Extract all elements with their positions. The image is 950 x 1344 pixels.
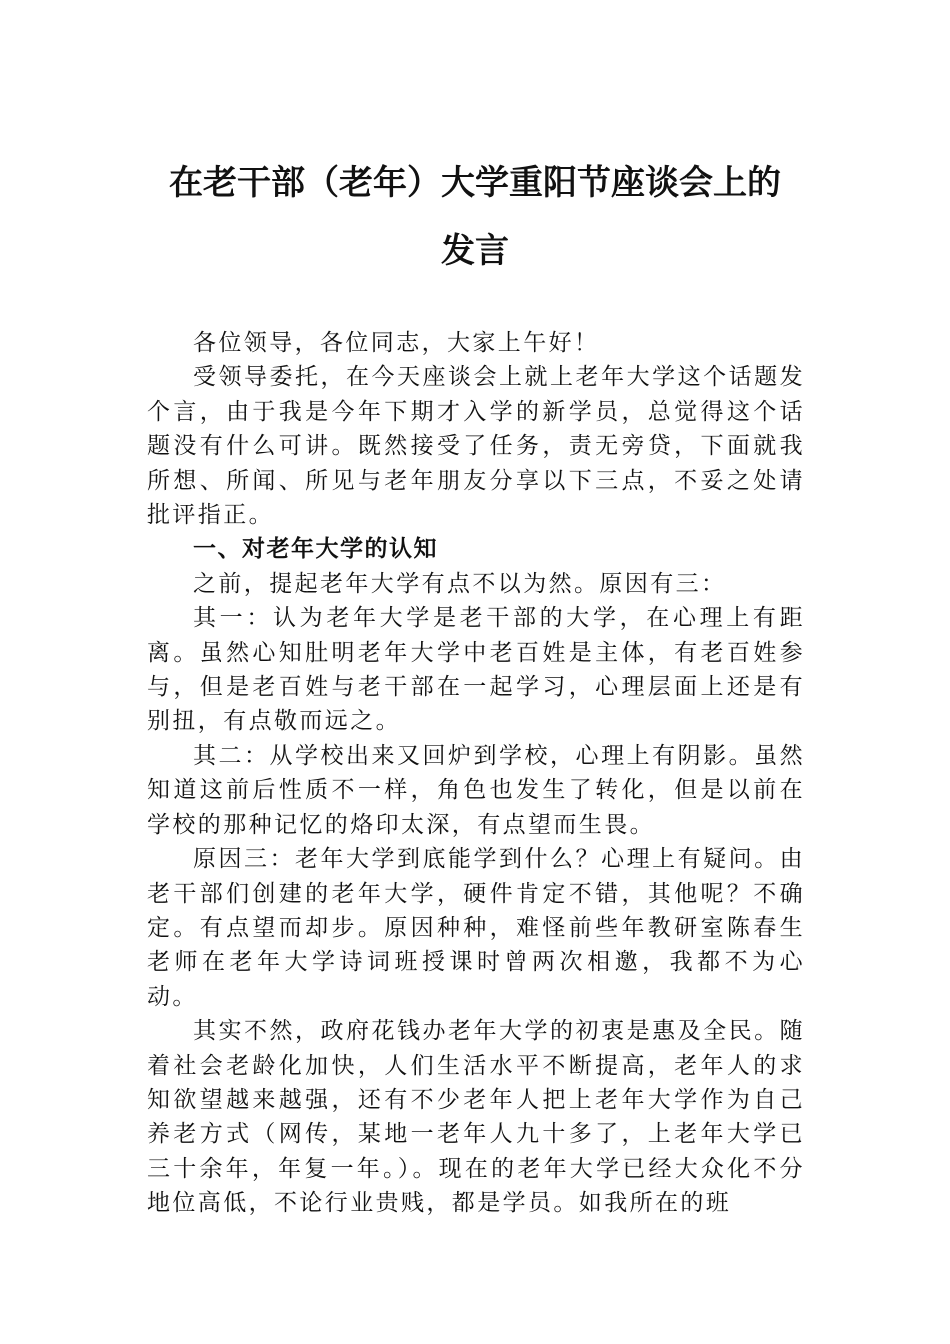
body-paragraph: 其实不然，政府花钱办老年大学的初衷是惠及全民。随着社会老龄化加快，人们生活水平不断提高，老年人的求知欲望越来越强，还有不少老年人把上老年大学作为自己养老方式（网传，某地一老年人九十多了，上老年大学已三十余年，年复一年。）。现在的老年大学已经大众化不分地位高低，不论行业贵贱，都是学员。如我所在的班: [147, 1018, 805, 1217]
greeting-paragraph: 各位领导，各位同志，大家上午好！: [193, 330, 600, 356]
document-title-line-2: 发言: [441, 231, 509, 271]
body-paragraph: 其一：认为老年大学是老干部的大学，在心理上有距离。虽然心知肚明老年大学中老百姓是主体，有老百姓参与，但是老百姓与老干部在一起学习，心理层面上还是有别扭，有点敬而远之。: [147, 605, 805, 735]
body-paragraph: 其二：从学校出来又回炉到学校，心理上有阴影。虽然知道这前后性质不一样，角色也发生了转化，但是以前在学校的那种记忆的烙印太深，有点望而生畏。: [147, 742, 805, 838]
body-paragraph: 之前，提起老年大学有点不以为然。原因有三：: [193, 570, 727, 597]
document-title-line-1: 在老干部（老年）大学重阳节座谈会上的: [169, 163, 781, 203]
body-paragraph: 原因三：老年大学到底能学到什么？心理上有疑问。由老干部们创建的老年大学，硬件肯定不错，其他呢？不确定。有点望而却步。原因种种，难怪前些年教研室陈春生老师在老年大学诗词班授课时曾两次相邀，我都不为心动。: [147, 846, 805, 1010]
document-body: [147, 326, 805, 1221]
body-paragraph: 受领导委托，在今天座谈会上就上老年大学这个话题发个言，由于我是今年下期才入学的新学员，总觉得这个话题没有什么可讲。既然接受了任务，责无旁贷，下面就我所想、所闻、所见与老年朋友分享以下三点，不妥之处请批评指正。: [147, 364, 805, 529]
section-heading: 一、对老年大学的认知: [193, 536, 438, 563]
